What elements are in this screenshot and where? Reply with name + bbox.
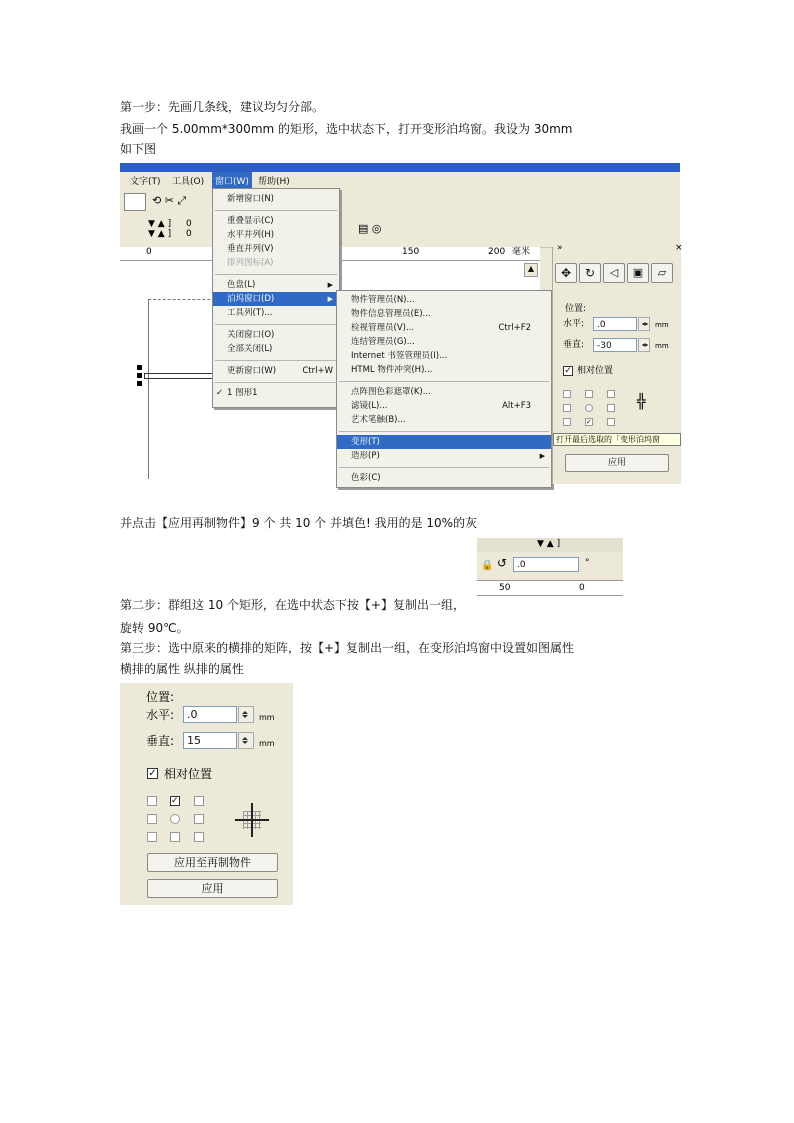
menu-item-shaping[interactable] (337, 449, 551, 463)
menu-item-view-manager-label: 检视管理员(V)... (351, 323, 415, 333)
apply-to-duplicate-button[interactable]: 应用至再制物件 (147, 853, 278, 872)
ruler-label: 0 (146, 247, 152, 257)
rotation-input[interactable]: .0 (513, 557, 579, 572)
menu-item-tile-horizontal[interactable]: 水平并列(H) (227, 230, 275, 240)
vertical-input[interactable]: 15 (183, 732, 237, 749)
nudge-icon: ▼ ▲ ] (148, 219, 172, 229)
horizontal-spinner[interactable] (638, 317, 650, 331)
crosshair-icon: ╬ (637, 394, 646, 410)
vertical-spinner[interactable] (638, 338, 650, 352)
menu-item-refresh-label: 更新窗口(W) (227, 366, 277, 376)
menu-item-artistic-media[interactable]: 艺术笔触(B)... (351, 415, 406, 425)
shortcut-text: Ctrl+F2 (498, 323, 531, 333)
menu-item-toolbars[interactable]: 工具列(T)... (227, 308, 273, 318)
nudge-icon: ▼ ▲ ] (537, 539, 561, 549)
lock-icon[interactable]: 🔒 (481, 560, 494, 571)
shortcut-text: Alt+F3 (502, 401, 531, 411)
tooltip (553, 433, 681, 446)
menu-item-object-manager[interactable]: 物件管理员(N)... (351, 295, 415, 305)
menu-item-lens[interactable] (337, 399, 551, 413)
ruler-label: 毫米 (512, 247, 531, 257)
ruler-label: 200 (488, 247, 506, 257)
menu-item-new-window[interactable]: 新增窗口(N) (227, 194, 274, 204)
size-tab-icon[interactable]: ▣ (627, 263, 649, 283)
unit-label: mm (655, 342, 669, 350)
window-menu (212, 188, 340, 408)
menu-item-transform[interactable]: 变形(T) (337, 435, 551, 449)
dockers-submenu (336, 290, 552, 488)
transform-mode-tabs (553, 261, 681, 285)
position-label: 位置: (146, 690, 175, 704)
menu-item-cascade[interactable]: 重叠显示(C) (227, 216, 274, 226)
step2-text: 第二步：群组这 10 个矩形，在选中状态下按【+】复制出一组， (120, 598, 465, 612)
horizontal-spinner[interactable] (238, 706, 254, 723)
relative-position-checkbox[interactable]: ✓ (148, 768, 157, 779)
horizontal-input[interactable]: .0 (183, 706, 237, 723)
transform-docker: » × ✥ ↻ ◁ ▣ ▱ 位置: 水平: .0 mm 垂直: -30 mm ✓ 相对位置 ✓ ╬ 打开最后选取的「变形泊坞窗 应用 (552, 247, 681, 484)
toolbar-field-2[interactable]: 0 (186, 229, 192, 239)
scale-tab-icon[interactable]: ◁ (603, 263, 625, 283)
menu-item-object-data-manager[interactable]: 物件信息管理员(E)... (351, 309, 431, 319)
menu-item-internet-bookmarks[interactable]: Internet 书签管理员(I)... (351, 351, 448, 361)
page-border (148, 299, 149, 479)
vertical-label: 垂直: (563, 340, 585, 350)
menu-window[interactable]: 窗口(W) (212, 172, 252, 189)
menu-text[interactable]: 文字(T) (130, 177, 161, 187)
instruction-text: 我画一个 5.00mm*300mm 的矩形，选中状态下，打开变形泊坞窗。我设为 30mm (120, 122, 573, 136)
relative-position-checkbox[interactable]: ✓ (564, 366, 572, 376)
horizontal-label: 水平: (146, 708, 175, 722)
step1-text: 第一步：先画几条线，建议均匀分部。 (120, 100, 325, 114)
menu-item-dockers-label: 泊坞窗口(D) (227, 294, 275, 304)
checkmark-icon: ✓ (216, 388, 224, 398)
nudge-icon-2: ▼ ▲ ] (148, 229, 172, 239)
ruler-label: 50 (499, 583, 511, 593)
menu-item-document-label: 1 图形1 (227, 388, 258, 398)
properties-caption: 横排的属性 纵排的属性 (120, 662, 244, 676)
menu-item-close-window[interactable]: 关闭窗口(O) (227, 330, 275, 340)
title-bar (120, 163, 680, 172)
unit-label: mm (655, 321, 669, 329)
degree-symbol: ° (585, 558, 590, 568)
relative-position-label: 相对位置 (164, 767, 213, 781)
position-tab-icon[interactable]: ✥ (555, 263, 577, 283)
apply-duplicate-text: 并点击【应用再制物件】9 个 共 10 个 并填色! 我用的是 10%的灰 (120, 516, 478, 530)
vertical-spinner[interactable] (238, 732, 254, 749)
vertical-input[interactable]: -30 (593, 338, 637, 352)
position-panel-screenshot: 位置: 水平: .0 mm 垂直: 15 mm ✓ 相对位置 ✓ 应用至再制物件 应用 (120, 683, 293, 905)
horizontal-input[interactable]: .0 (593, 317, 637, 331)
unit-label: mm (259, 739, 275, 748)
menu-item-arrange-icons: 排列图标(A) (227, 258, 274, 268)
zoom-dropdown[interactable] (124, 193, 146, 211)
menu-item-shaping-label: 造形(P) (351, 451, 380, 461)
ruler (477, 580, 623, 603)
menu-item-tile-vertical[interactable]: 垂直并列(V) (227, 244, 274, 254)
menu-item-view-manager[interactable] (337, 321, 551, 335)
menu-item-dockers[interactable] (213, 292, 339, 306)
horizontal-label: 水平: (563, 319, 585, 329)
ruler-label: 150 (402, 247, 420, 257)
rotate-icon: ↺ (497, 556, 508, 570)
vertical-label: 垂直: (146, 734, 175, 748)
toolbar-strip (477, 538, 623, 552)
figure-caption: 如下图 (120, 142, 157, 156)
relative-position-label: 相对位置 (577, 366, 614, 376)
menu-item-bitmap-color-mask[interactable]: 点阵图色彩遮罩(K)... (351, 387, 431, 397)
undo-icon[interactable]: ⟲ ✂ ⤢ (152, 194, 187, 207)
apply-button[interactable]: 应用 (147, 879, 278, 898)
menu-item-close-all[interactable]: 全部关闭(L) (227, 344, 273, 354)
rotate-tab-icon[interactable]: ↻ (579, 263, 601, 283)
menu-help[interactable]: 帮助(H) (258, 177, 290, 187)
step3-text: 第三步：选中原来的横排的矩阵，按【+】复制出一组，在变形泊坞窗中设置如图属性 (120, 641, 575, 655)
menu-item-color[interactable]: 色彩(C) (351, 473, 381, 483)
unit-label: mm (259, 713, 275, 722)
rotation-toolbar-screenshot (477, 538, 623, 602)
apply-button[interactable]: 应用 (565, 454, 669, 472)
menu-bar (120, 172, 680, 187)
menu-item-html-conflicts[interactable]: HTML 物件冲突(H)... (351, 365, 433, 375)
snap-icon[interactable]: ▤ ◎ (358, 222, 382, 235)
position-label: 位置: (565, 304, 587, 314)
grid-crosshair-icon (235, 803, 269, 837)
menu-item-refresh[interactable] (213, 364, 339, 378)
menu-item-link-manager[interactable]: 连结管理员(G)... (351, 337, 415, 347)
rotate-text: 旋转 90℃。 (120, 621, 189, 635)
page-border (148, 299, 220, 300)
tooltip-text: 打开最后选取的「变形泊坞窗 (556, 435, 660, 444)
scroll-up-icon[interactable]: ▲ (524, 263, 538, 277)
menu-item-palette-label: 色盘(L) (227, 280, 256, 290)
submenu-arrow-icon: ▶ (327, 281, 333, 289)
menu-item-document[interactable] (213, 386, 339, 400)
submenu-arrow-icon: ▶ (539, 452, 545, 460)
ruler-label: 0 (579, 583, 585, 593)
shortcut-text: Ctrl+W (302, 366, 333, 376)
docker-expand-icon[interactable]: » (557, 243, 563, 253)
toolbar (120, 189, 680, 248)
close-icon[interactable]: × (675, 243, 683, 253)
coreldraw-screenshot (120, 163, 683, 484)
menu-item-lens-label: 滤镜(L)... (351, 401, 388, 411)
skew-tab-icon[interactable]: ▱ (651, 263, 673, 283)
menu-item-palette[interactable] (213, 278, 339, 292)
menu-tools[interactable]: 工具(O) (172, 177, 205, 187)
submenu-arrow-icon: ▶ (327, 295, 333, 303)
toolbar-field-1[interactable]: 0 (186, 219, 192, 229)
